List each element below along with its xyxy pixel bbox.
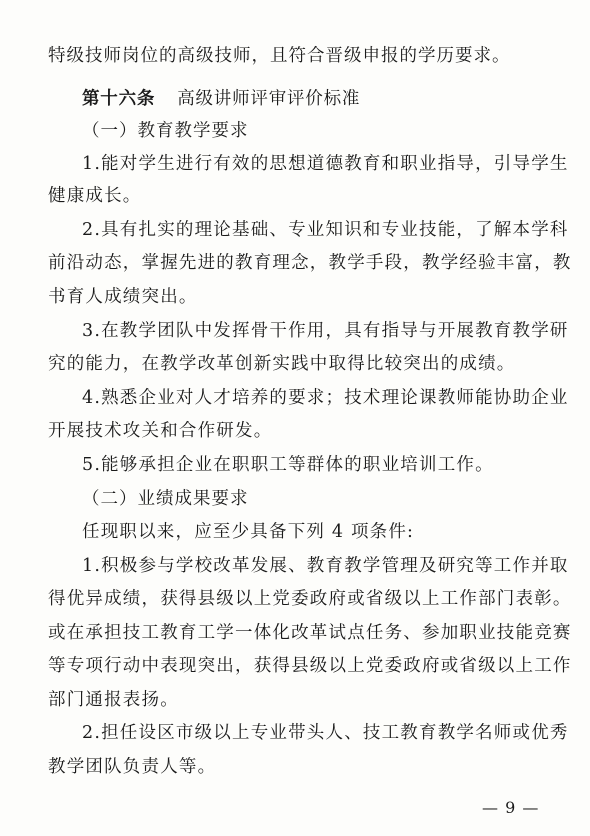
text-line: 开展技术攻关和合作研发。 [48,421,273,441]
text-line: 特级技师岗位的高级技师，且符合晋级申报的学历要求。 [48,46,511,66]
article-title: 高级讲师评审评价标准 [177,89,361,109]
text-line: 究的能力，在教学改革创新实践中取得比较突出的成绩。 [48,354,516,374]
text-line: 5.能够承担企业在职职工等群体的职业培训工作。 [82,455,494,475]
text-line: 得优异成绩，获得县级以上党委政府或省级以上工作部门表彰。 [48,589,572,609]
text-line: 任现职以来，应至少具备下列 4 项条件: [82,522,415,542]
text-line: 健康成长。 [48,186,142,206]
text-line: 部门通报表扬。 [48,690,179,710]
text-line: 或在承担技工教育工学一体化改革试点任务、参加职业技能竞赛 [48,623,572,643]
text-line: 2.具有扎实的理论基础、专业知识和专业技能，了解本学科 [82,220,569,240]
text-line: 书育人成绩突出。 [48,287,198,307]
page-number: — 9 — [482,798,540,817]
article-heading [82,88,590,110]
text-line: 3.在教学团队中发挥骨干作用，具有指导与开展教育教学研 [82,321,569,341]
text-line: 4.熟悉企业对人才培养的要求；技术理论课教师能协助企业 [82,388,569,408]
text-line: 1.积极参与学校改革发展、教育教学管理及研究等工作并取 [82,556,569,576]
article-number: 第十六条 [82,89,156,109]
text-line: 2.担任设区市级以上专业带头人、技工教育教学名师或优秀 [82,723,569,743]
section-heading: （二）业绩成果要求 [82,489,249,509]
text-line: 前沿动态，掌握先进的教育理念，教学手段，教学经验丰富，教 [48,253,572,273]
text-line: 1.能对学生进行有效的思想道德教育和职业指导，引导学生 [82,154,569,174]
text-line: 教学团队负责人等。 [48,757,217,777]
section-heading: （一）教育教学要求 [82,121,249,141]
text-line: 等专项行动中表现突出，获得县级以上党委政府或省级以上工作 [48,656,572,676]
